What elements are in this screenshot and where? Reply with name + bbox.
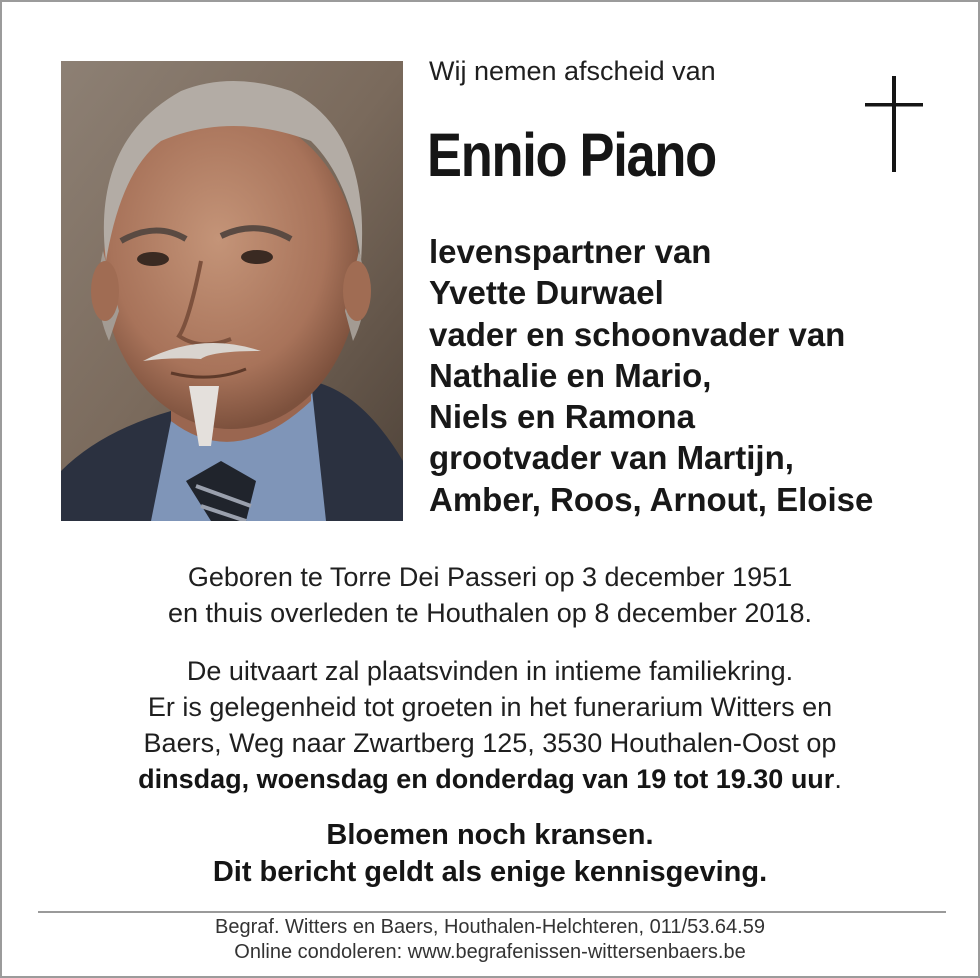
cross-icon (865, 76, 923, 172)
funeral-info (2, 653, 978, 797)
relation-line: grootvader van Martijn, (429, 439, 794, 477)
relation-line: Niels en Ramona (429, 398, 695, 436)
condolence-line: Online condoleren: www.begrafenissen-wittersenbaers.be (234, 941, 746, 963)
death-line: en thuis overleden te Houthalen op 8 december 2018. (168, 598, 812, 628)
footer-divider (38, 911, 946, 913)
portrait-photo (61, 61, 403, 521)
intro-text: Wij nemen afscheid van (429, 56, 716, 86)
relation-line: vader en schoonvader van (429, 315, 846, 353)
birth-line: Geboren te Torre Dei Passeri op 3 december 1951 (187, 562, 793, 592)
funeral-line: De uitvaart zal plaatsvinden in intieme familiekring. (186, 656, 794, 686)
visitation-line: Er is gelegenheid tot groeten in het funerarium Witters en (147, 692, 833, 722)
relation-line: Nathalie en Mario, (429, 356, 712, 394)
visitation-times-line (2, 761, 978, 797)
footer (2, 915, 978, 965)
relation-line: Yvette Durwael (429, 274, 664, 312)
family-relations (429, 231, 873, 520)
relation-line: levenspartner van (429, 233, 712, 270)
visitation-period: . (834, 764, 842, 794)
no-flowers-line: Bloemen noch kransen. (326, 819, 654, 851)
notice-line: Dit bericht geldt als enige kennisgeving. (212, 856, 768, 888)
portrait-illustration (61, 61, 403, 521)
address-line: Baers, Weg naar Zwartberg 125, 3530 Houthalen-Oost op (143, 728, 837, 758)
relation-line: Amber, Roos, Arnout, Eloise (429, 480, 874, 518)
birth-death-info (2, 559, 978, 631)
closing-message (2, 817, 978, 891)
undertaker-line: Begraf. Witters en Baers, Houthalen-Helchteren, 011/53.64.59 (215, 916, 765, 938)
visitation-days: dinsdag, woensdag en donderdag van 19 tot 19.30 uur (138, 764, 835, 794)
deceased-name: Ennio Piano (427, 121, 716, 189)
